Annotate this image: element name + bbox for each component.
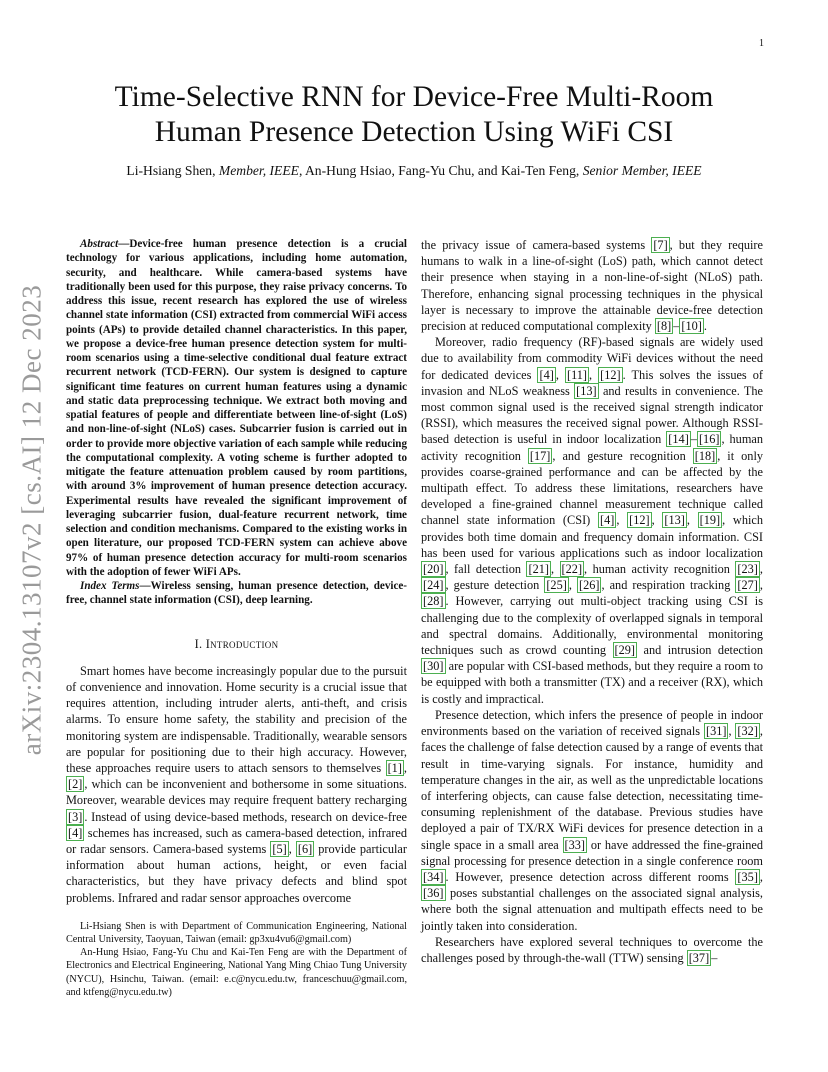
paragraph-text: Moreover, radio frequency (RF)-based signals are widely used due to availability from commodity WiFi devices without the need for dedicated devices [421,335,763,382]
citation-link[interactable]: [24] [423,578,444,593]
paragraph-text: and results in convenience. The most common signal used is the received signal strength indicator (RSSI), which measures the received signal power. Although RSSI-based detection is useful in indoor localization [421,383,763,447]
paper-title [64,80,764,150]
paragraph-text: . Instead of using device-based methods, research on device-free [84,809,407,824]
other-authors: , An-Hung Hsiao, Fang-Yu Chu, and Kai-Ten Feng, [298,163,580,178]
paragraph-text: , [728,724,736,739]
paragraph-text: the privacy issue of camera-based systems [421,238,652,252]
paragraph-text: Smart homes have become increasingly popular due to the pursuit of convenience and innovation. Home security is a crucial issue that requires attention, including intruder alerts, anti-theft, and crisis alarms. To ensure home safety, the stability and precision of the monitoring system are indispensable. Traditionally, wearable sensors are popular for positioning due to their high accuracy. However, these approaches require users to attach sensors to themselves [66,663,407,775]
citation-link[interactable]: [33] [564,837,586,852]
citation-link[interactable]: [18] [694,448,716,463]
paragraph-text: , [288,841,296,856]
citation-link[interactable]: [19] [699,513,721,528]
paragraph-text: , fall detection [445,562,527,577]
citation-link[interactable]: [30] [423,659,444,674]
index-terms-label: Index Terms [80,580,140,592]
abstract-label: Abstract [80,238,119,250]
citation-link[interactable]: [13] [664,513,685,528]
citation-link[interactable]: [12] [629,513,650,528]
abstract-text: —Device-free human presence detection is a crucial technology for various applications, including home automation, security, and healthcare. While camera-based systems have traditionally been used for this purpose, they raise privacy concerns. To address this issue, recent research has explored the use of wireless channel state information (CSI) extracted from commercial WiFi access points (APs) to provide detailed channel characteristics. In this paper, we propose a device-free human presence detection system for multi-room scenarios using a time-selective conditional dual feature extract recurrent network (TCD-FERN). Our system is designed to capture significant time features on current human features using a dynamic and static data preprocessing technique. We extract both moving and spatial features of people and differentiate between line-of-sight (LoS) and non-line-of-sight (NLoS) cases. Subcarrier fusion is carried out in order to provide more objective variation of each sample while reducing the computational complexity. A voting scheme is further adopted to mitigate the feature attenuation problem caused by room partitions, with around 3% improvement of human presence detection accuracy. Experimental results have revealed the significant improvement of leveraging subcarrier fusion, dual-feature recurrent network, time selection and condition mechanisms. Compared to the existing works in open literature, our proposed TCD-FERN system can achieve above 97% of human presence detection accuracy for multi-room scenarios with the adoption of fewer WiFi APs. [66,238,407,578]
citation-link[interactable]: [28] [423,594,444,609]
citation-link[interactable]: [32] [737,724,758,739]
citation-link[interactable]: [12] [600,367,621,382]
citation-link[interactable]: [4] [539,367,554,382]
citation-link[interactable]: [5] [272,841,287,856]
paragraph-text: Presence detection, which infers the presence of people in indoor environments based on the variation of received signals [421,707,763,739]
title-line-2: Human Presence Detection Using WiFi CSI [154,116,674,148]
footnotes [66,920,407,999]
paragraph-text: Researchers have explored several techniques to overcome the challenges posed by through-the-wall (TTW) sensing [421,934,763,965]
citation-link[interactable]: [3] [68,809,83,824]
paragraph-text: schemes has increased, such as camera-based detection, infrared or radar sensors. Camera-based systems [66,825,407,856]
paragraph-text: , [686,513,698,528]
section-title: Introduction [205,636,279,651]
citation-link[interactable]: [36] [423,886,444,901]
citation-link[interactable]: [13] [576,383,597,398]
citation-link[interactable]: [8] [656,319,672,334]
paragraph-text: poses substantial challenges on the associated signal analysis, where both the signal attenuation and multipath effects need to be jointly taken into consideration. [421,886,763,933]
citation-link[interactable]: [16] [698,432,720,447]
paragraph-text: , [568,578,577,593]
paragraph-privacy [421,237,763,334]
citation-link[interactable]: [23] [737,562,758,577]
citation-link[interactable]: [2] [68,777,83,792]
paragraph-text: , which provides both time domain and frequency domain information. CSI has been used for various applications such as indoor localization [421,513,763,560]
paragraph-text: , human activity recognition [421,432,763,463]
author-list [64,163,764,179]
paragraph-text: are popular with CSI-based methods, but they require a room to be equipped with both a transmitter (TX) and a receiver (RX), which is costly and impractical. [421,659,763,706]
paragraph-text: – [690,432,697,447]
author-1: Li-Hsiang Shen, [126,163,216,178]
citation-link[interactable]: [11] [566,367,587,382]
author-1-role: Member, IEEE [218,163,299,178]
author-role: Senior Member, IEEE [582,163,702,178]
paragraph-text: , [403,760,407,775]
citation-link[interactable]: [20] [423,562,444,577]
left-column [66,237,407,999]
paragraph-rf-signals [421,334,763,707]
paragraph-text: , [616,513,628,528]
arxiv-identifier [12,250,52,790]
citation-link[interactable]: [31] [705,724,727,739]
paragraph-text: , [589,367,599,382]
citation-link[interactable]: [27] [737,578,758,593]
citation-link[interactable]: [1] [387,760,402,775]
paragraph-text: or have addressed the fine-grained signal processing for presence detection in a single conference room [421,837,764,868]
paragraph-text: , and respiration tracking [601,578,736,593]
paragraph-text: , [555,367,565,382]
abstract [66,237,407,579]
paragraph-text: , gesture detection [445,578,545,593]
paragraph-text: . However, presence detection across different rooms [445,869,736,884]
paragraph-text: – [711,950,718,965]
paragraph-text: , which can be inconvenient and bothersome in some situations. Moreover, wearable devices may require frequent battery recharging [66,777,407,808]
paragraph-text: , [651,513,663,528]
paragraph-text: , it only provides coarse-grained performance and can be affected by the multipath effect. To address these limitations, researchers have developed a fine-grained channel measurement technique called channel state information (CSI) [421,448,764,528]
citation-link[interactable]: [6] [297,841,313,856]
paragraph-text: – [673,319,680,334]
right-column [421,237,763,966]
citation-link[interactable]: [21] [528,562,549,577]
paragraph-ttw [421,934,763,966]
paragraph-text: , [759,578,763,593]
index-terms [66,579,407,608]
paragraph-text: , [550,562,560,577]
arxiv-id-text: arXiv:2304.13107v2 [cs.AI] 12 Dec 2023 [16,284,47,756]
index-terms-text: —Wireless sensing, human presence detection, device-free, channel state information (CSI), deep learning. [66,580,407,607]
citation-link[interactable]: [34] [423,869,444,884]
paragraph-text: provide particular information about human actions, height, or even facial characteristics, but they have privacy defects and blind spot problems. Infrared and radar sensor approaches overcome [66,841,407,905]
citation-link[interactable]: [10] [681,319,702,334]
intro-paragraph [66,663,407,906]
section-heading [66,636,407,652]
paragraph-text: , but they require humans to walk in a line-of-sight (LoS) path, which cannot detect their presence when staying in a non-line-of-sight (NLoS) path. Therefore, enhancing signal processing techniques in the physical layer is necessary to improve the attainable device-free detection precision at reduced computational complexity [421,238,763,334]
paragraph-text: . [703,319,707,334]
paragraph-text: . This solves the issues of invasion and NLoS weakness [421,367,764,398]
page-number: 1 [759,38,764,49]
citation-link[interactable]: [29] [614,643,636,658]
paragraph-text: , and gesture recognition [552,448,693,463]
paragraph-presence-detection [421,707,763,934]
citation-link[interactable]: [22] [561,562,583,577]
citation-link[interactable]: [26] [578,578,600,593]
citation-link[interactable]: [4] [599,513,615,528]
paragraph-text: . However, carrying out multi-object tracking using CSI is challenging due to the complexity of overlapped signals in temporal and spectral domains. Additionally, environmental monitoring techniques such as crowd counting [421,594,763,658]
paragraph-text: , human activity recognition [584,562,736,577]
paragraph-text: , [759,869,763,884]
section-numeral: I. [194,636,203,651]
citation-link[interactable]: [4] [68,825,83,840]
citation-link[interactable]: [25] [546,578,567,593]
footnote-2: An-Hung Hsiao, Fang-Yu Chu and Kai-Ten Feng are with the Department of Electronics and Electrical Engineering, National Yang Ming Chiao Tung University (NYCU), Hsinchu, Taiwan. (email: e.c@nycu.edu.tw, franceschuu@gmail.com, and ktfeng@nycu.edu.tw) [66,947,407,998]
citation-link[interactable]: [17] [529,448,551,463]
citation-link[interactable]: [37] [688,950,710,965]
paragraph-text: and intrusion detection [637,643,763,658]
paragraph-text: , [759,562,763,577]
citation-link[interactable]: [35] [737,869,758,884]
title-line-1: Time-Selective RNN for Device-Free Multi-Room [114,81,714,113]
paragraph-text: , faces the challenge of false detection caused by a range of events that result in time-varying signals. For instance, humidity and temperature changes in the air, as well as the unpredictable locations of interfering objects, can cause false detection, necessitating time-consuming replenishment of the database. Previous studies have deployed a pair of TX/RX WiFi devices for presence detection in a single space in a small area [421,724,763,852]
citation-link[interactable]: [7] [653,238,668,252]
citation-link[interactable]: [14] [668,432,689,447]
footnote-1: Li-Hsiang Shen is with Department of Communication Engineering, National Central University, Taoyuan, Taiwan (email: gp3xu4vu6@gmail.com) [66,920,407,945]
